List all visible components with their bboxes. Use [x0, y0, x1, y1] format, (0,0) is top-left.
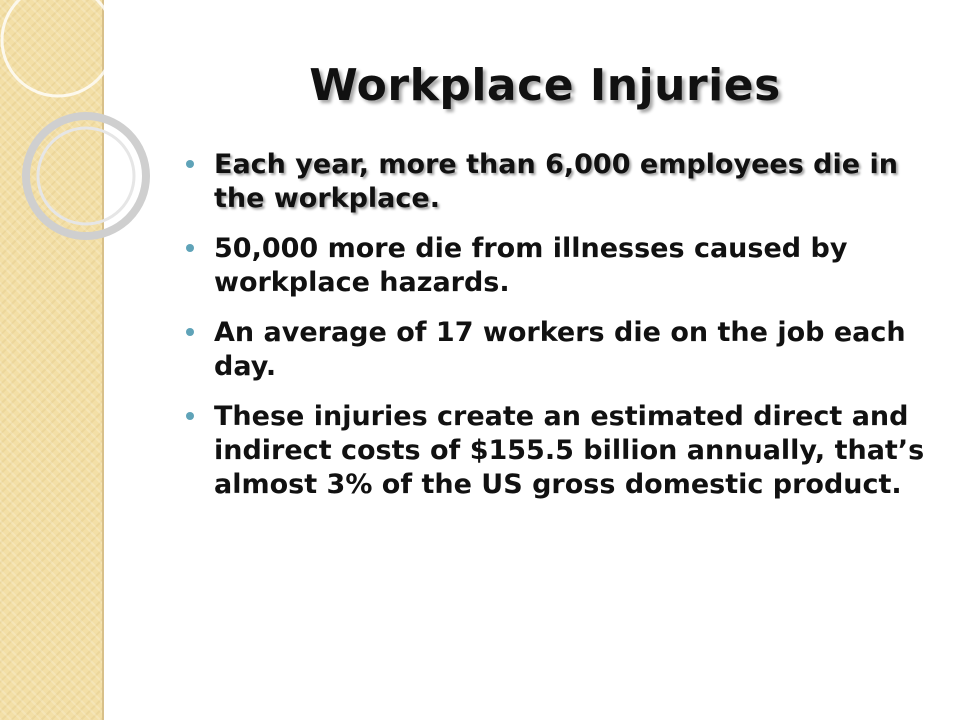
bullet-dot-icon [186, 160, 194, 168]
bullet-item [186, 400, 926, 502]
bullet-item [186, 232, 926, 300]
bullet-text: An average of 17 workers die on the job each day. [214, 317, 906, 382]
bullet-item [186, 316, 926, 384]
bullet-dot-icon [186, 244, 194, 252]
bullet-dot-icon [186, 328, 194, 336]
decorative-circles [0, 0, 200, 260]
bullet-text: These injuries create an estimated direct and indirect costs of $155.5 billion annually, that’s almost 3% of the US gross domestic product. [214, 401, 925, 500]
slide-title: Workplace Injuries [309, 60, 781, 111]
bullet-text: Each year, more than 6,000 employees die in the workplace. [214, 149, 898, 214]
bullet-dot-icon [186, 412, 194, 420]
bullet-item [186, 148, 926, 216]
bullet-text: 50,000 more die from illnesses caused by workplace hazards. [214, 233, 848, 298]
bullet-list [186, 148, 926, 518]
